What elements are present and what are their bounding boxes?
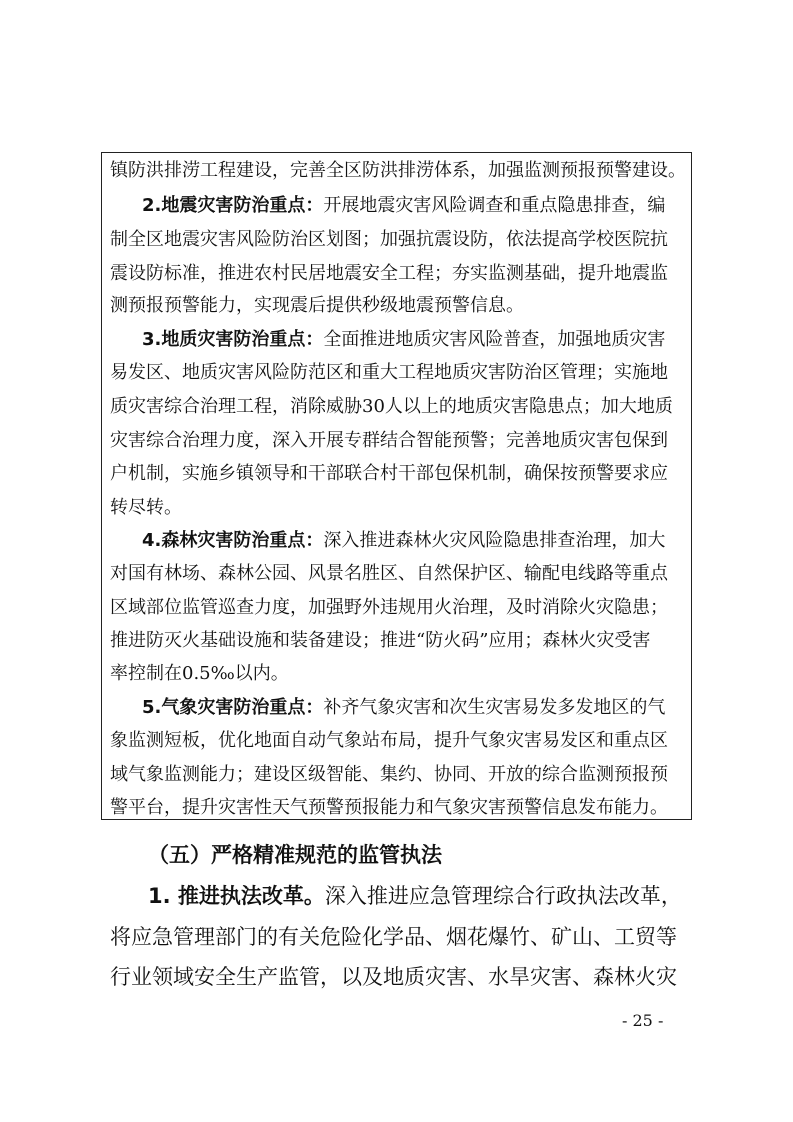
box-line: 推进防灭火基础设施和装备建设；推进“防火码”应用；森林火灾受害: [110, 630, 651, 651]
box-line: 转尽转。: [110, 497, 182, 518]
box-line: 测预报预警能力，实现震后提供秒级地震预警信息。: [110, 295, 524, 316]
box-line: 易发区、地质灾害风险防范区和重大工程地质灾害防治区管理；实施地: [110, 362, 668, 383]
box-heading: 5.气象灾害防治重点：: [142, 697, 324, 718]
box-line: 域气象监测能力；建设区级智能、集约、协同、开放的综合监测预报预: [110, 764, 668, 785]
body-line: 将应急管理部门的有关危险化学品、烟花爆竹、矿山、工贸等: [110, 925, 677, 949]
box-line: 警平台，提升灾害性天气预警预报能力和气象灾害预警信息发布能力。: [110, 797, 668, 818]
body-line: 行业领域安全生产监管，以及地质灾害、水旱灾害、森林火灾: [110, 965, 677, 989]
box-paragraph-meteorological: 5.气象灾害防治重点：补齐气象灾害和次生灾害易发多发地区的气: [142, 697, 666, 718]
box-line: 制全区地震灾害风险防治区划图；加强抗震设防，依法提高学校医院抗: [110, 229, 668, 250]
box-line: 质灾害综合治理工程，消除威胁30人以上的地质灾害隐患点；加大地质: [110, 396, 673, 417]
box-line: 灾害综合治理力度，深入开展专群结合智能预警；完善地质灾害包保到: [110, 430, 668, 451]
box-line: 对国有林场、森林公园、风景名胜区、自然保护区、输配电线路等重点: [110, 563, 668, 584]
box-line: 镇防洪排涝工程建设，完善全区防洪排涝体系，加强监测预报预警建设。: [110, 160, 686, 181]
box-heading: 2.地震灾害防治重点：: [142, 195, 324, 216]
body-heading: 1. 推进执法改革。: [148, 884, 325, 908]
box-line: 户机制，实施乡镇领导和干部联合村干部包保机制，确保按预警要求应: [110, 463, 668, 484]
box-paragraph-earthquake: 2.地震灾害防治重点：开展地震灾害风险调查和重点隐患排查，编: [142, 195, 666, 216]
box-heading: 4.森林灾害防治重点：: [142, 530, 324, 551]
box-line: 率控制在0.5‰以内。: [110, 663, 289, 684]
box-heading: 3.地质灾害防治重点：: [142, 329, 324, 350]
body-paragraph: 1. 推进执法改革。深入推进应急管理综合行政执法改革，: [148, 884, 682, 908]
box-line: 震设防标准，推进农村民居地震安全工程；夯实监测基础，提升地震监: [110, 263, 668, 284]
box-line: 象监测短板，优化地面自动气象站布局，提升气象灾害易发区和重点区: [110, 730, 668, 751]
box-paragraph-geological: 3.地质灾害防治重点：全面推进地质灾害风险普查，加强地质灾害: [142, 329, 666, 350]
box-paragraph-forest: 4.森林灾害防治重点：深入推进森林火灾风险隐患排查治理，加大: [142, 530, 666, 551]
box-line: 区域部位监管巡查力度，加强野外违规用火治理，及时消除火灾隐患；: [110, 597, 668, 618]
section-title: （五）严格精准规范的监管执法: [148, 843, 442, 867]
page-number: - 25 -: [622, 1011, 664, 1030]
